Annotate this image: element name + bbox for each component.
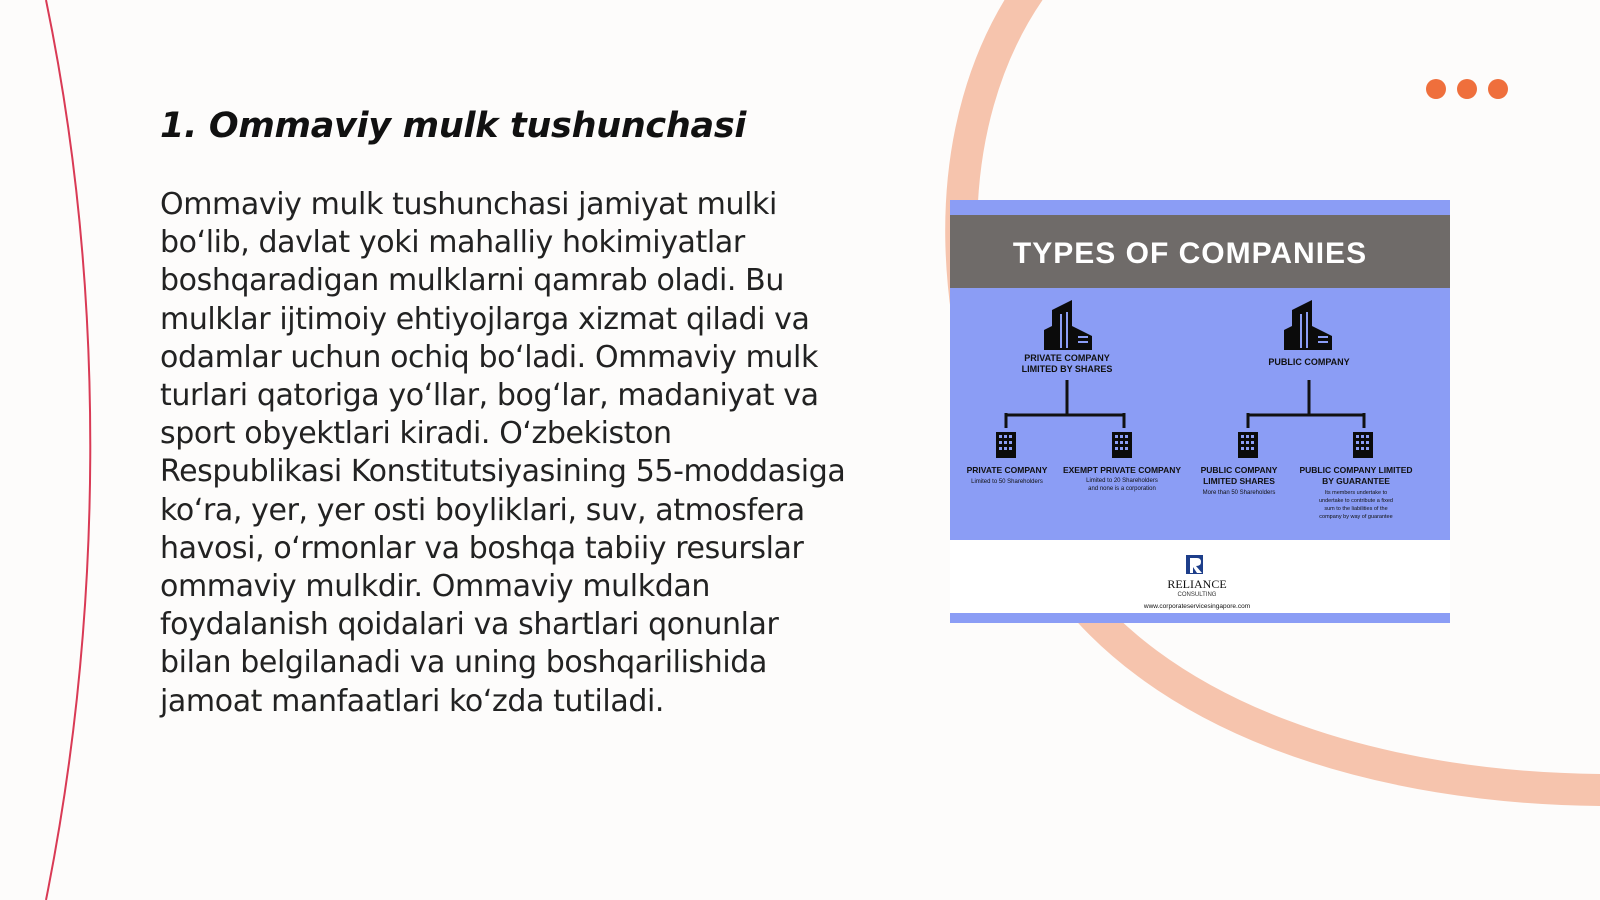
child-title: PUBLIC COMPANY LIMITED [1299, 465, 1413, 475]
child-desc: sum to the liabilities of the [1324, 506, 1388, 512]
dot-icon [1426, 79, 1446, 99]
parent-left-label: LIMITED BY SHARES [1021, 364, 1113, 374]
child-desc: undertake to contribute a fixed [1319, 498, 1393, 504]
building-icon [996, 432, 1016, 458]
slide-title: 1. Ommaviy mulk tushunchasi [160, 106, 747, 146]
figure-heading: TYPES OF COMPANIES [1012, 237, 1368, 270]
parent-right-label: PUBLIC COMPANY [1268, 357, 1350, 367]
child-desc: Limited to 50 Shareholders [971, 479, 1043, 485]
building-icon [1112, 432, 1132, 458]
child-desc: More than 50 Shareholders [1202, 490, 1276, 496]
menu-dots [1426, 79, 1508, 99]
dot-icon [1457, 79, 1477, 99]
logo-name: RELIANCE [1167, 577, 1227, 591]
slide-body-text: Ommaviy mulk tushunchasi jamiyat mulki bo‘lib, davlat yoki mahalliy hokimiyatlar boshqaradigan mulklarni qamrab oladi. Bu mulklar ijtimoiy ehtiyojlarga xizmat qiladi va odamlar uchun ochiq bo‘ladi. Ommaviy mulk turlari qatoriga yo‘llar, bog‘lar, madaniyat va sport obyektlari kiradi. O‘zbekiston Respublikasi Konstitutsiyasining 55-moddasiga ko‘ra, yer, yer osti boyliklari, suv, atmosfera havosi, o‘rmonlar va boshqa tabiiy resurslar ommaviy mulkdir. Ommaviy mulkdan foydalanish qoidalari va shartlari qonunlar bilan belgilanadi va uning boshqarilishida jamoat manfaatlari ko‘zda tutiladi. [160, 187, 846, 719]
dot-icon [1488, 79, 1508, 99]
building-icon [1238, 432, 1258, 458]
child-title: LIMITED SHARES [1203, 476, 1275, 486]
child-desc: Limited to 20 Shareholders [1086, 478, 1158, 484]
child-desc: company by way of guarantee [1319, 514, 1393, 520]
logo-tagline: CONSULTING [1177, 592, 1217, 598]
types-of-companies-image [950, 200, 1450, 623]
child-title: PUBLIC COMPANY [1200, 465, 1278, 475]
left-curve-line [46, 0, 90, 900]
child-title: EXEMPT PRIVATE COMPANY [1062, 465, 1182, 475]
child-desc: and none is a corporation [1088, 486, 1156, 492]
reliance-logo-icon [1186, 555, 1203, 574]
child-desc: Its members undertake to [1324, 490, 1388, 496]
building-icon [1353, 432, 1373, 458]
logo-url: www.corporateservicesingapore.com [1143, 603, 1251, 610]
child-title: PRIVATE COMPANY [966, 465, 1048, 475]
parent-left-label: PRIVATE COMPANY [1024, 353, 1110, 363]
figure-bottom-band [950, 613, 1450, 623]
child-title: BY GUARANTEE [1322, 476, 1390, 486]
